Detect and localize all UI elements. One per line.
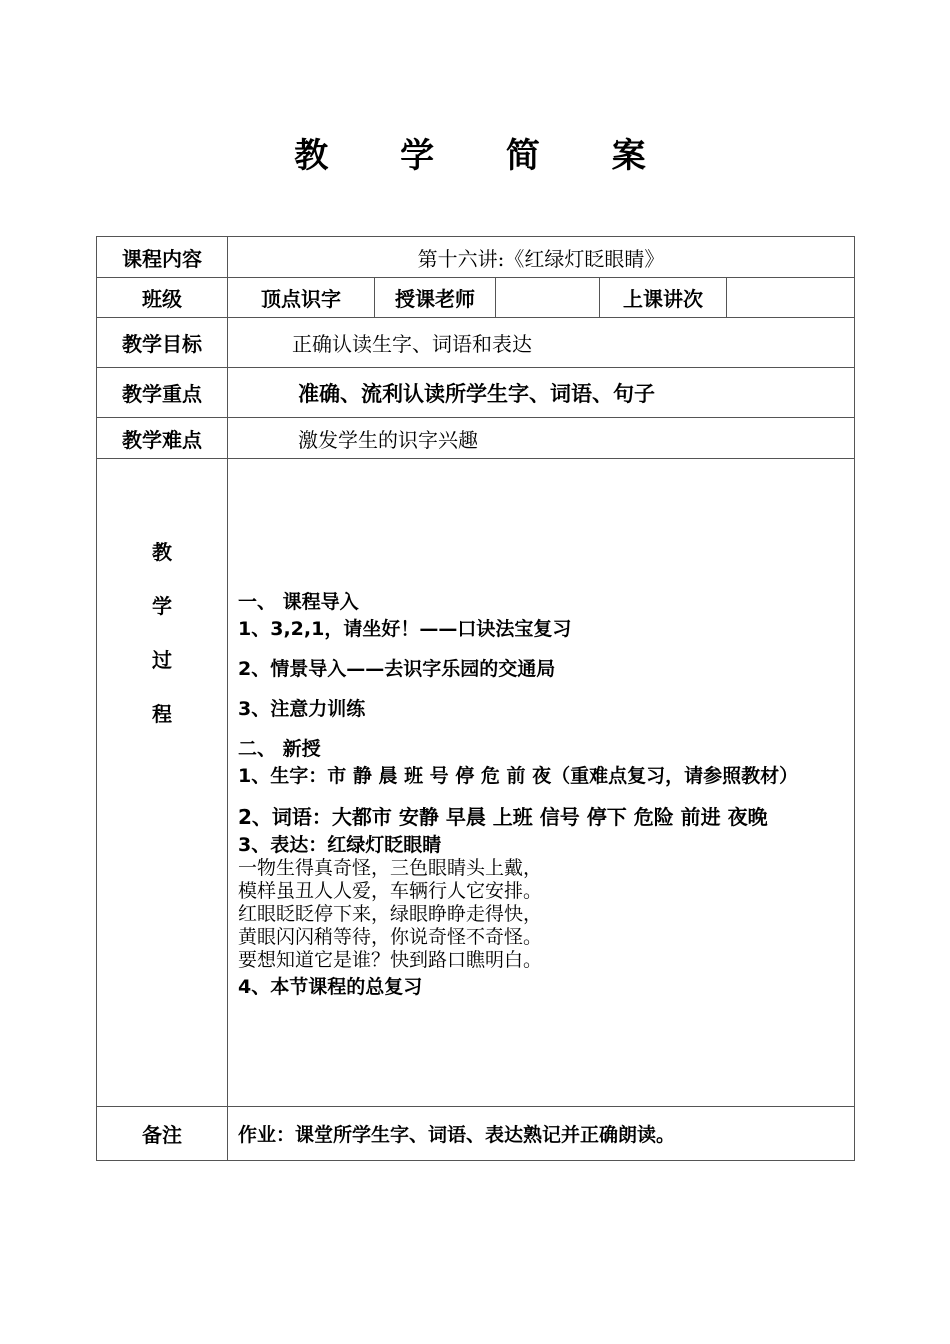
process-label-char: 程	[152, 702, 172, 726]
remarks-label: 备注	[97, 1107, 228, 1161]
poem-line: 红眼眨眨停下来，绿眼睁睁走得快，	[238, 903, 543, 925]
class-value: 顶点识字	[228, 278, 375, 318]
lesson-plan-table	[96, 236, 855, 1161]
session-value	[727, 278, 855, 318]
row-remarks	[97, 1107, 855, 1161]
section-intro-heading: 一、 课程导入	[238, 591, 359, 613]
new-item-characters: 1、生字：市 静 晨 班 号 停 危 前 夜（重难点复习，请参照教材）	[238, 765, 799, 787]
process-label	[97, 459, 228, 1107]
row-class	[97, 278, 855, 318]
new-item-expression: 3、表达：红绿灯眨眼睛	[238, 834, 442, 856]
course-content-value: 第十六讲:《红绿灯眨眼睛》	[228, 237, 855, 278]
remarks-value: 作业：课堂所学生字、词语、表达熟记并正确朗读。	[228, 1107, 855, 1161]
process-label-char: 学	[152, 594, 172, 618]
class-label: 班级	[97, 278, 228, 318]
process-content	[228, 459, 855, 1107]
intro-item-2: 2、情景导入——去识字乐园的交通局	[238, 658, 556, 680]
teacher-label: 授课老师	[375, 278, 496, 318]
poem-line: 一物生得真奇怪，三色眼睛头上戴，	[238, 857, 543, 879]
new-item-words: 2、词语：大都市 安静 早晨 上班 信号 停下 危险 前进 夜晚	[238, 805, 768, 829]
row-goal	[97, 318, 855, 368]
poem-line: 黄眼闪闪稍等待，你说奇怪不奇怪。	[238, 926, 543, 948]
teacher-value	[496, 278, 600, 318]
difficulty-value: 激发学生的识字兴趣	[228, 418, 855, 459]
session-label: 上课讲次	[600, 278, 727, 318]
row-key-points	[97, 368, 855, 418]
poem-line: 模样虽丑人人爱，车辆行人它安排。	[238, 880, 543, 902]
section-new-heading: 二、 新授	[238, 738, 321, 760]
course-content-label: 课程内容	[97, 237, 228, 278]
row-process	[97, 459, 855, 1107]
new-item-review: 4、本节课程的总复习	[238, 976, 423, 998]
process-label-char: 教	[152, 540, 172, 564]
goal-label: 教学目标	[97, 318, 228, 368]
intro-item-1: 1、3,2,1，请坐好！——口诀法宝复习	[238, 618, 572, 640]
key-points-label: 教学重点	[97, 368, 228, 418]
process-label-char: 过	[152, 648, 172, 672]
difficulty-label: 教学难点	[97, 418, 228, 459]
row-difficulty	[97, 418, 855, 459]
intro-item-3: 3、注意力训练	[238, 698, 366, 720]
poem-line: 要想知道它是谁？快到路口瞧明白。	[238, 949, 543, 971]
row-course-content	[97, 237, 855, 278]
goal-value: 正确认读生字、词语和表达	[228, 318, 855, 368]
page-title: 教 学 简 案	[294, 136, 676, 176]
poem	[238, 857, 848, 972]
key-points-value: 准确、流利认读所学生字、词语、句子	[228, 368, 855, 418]
